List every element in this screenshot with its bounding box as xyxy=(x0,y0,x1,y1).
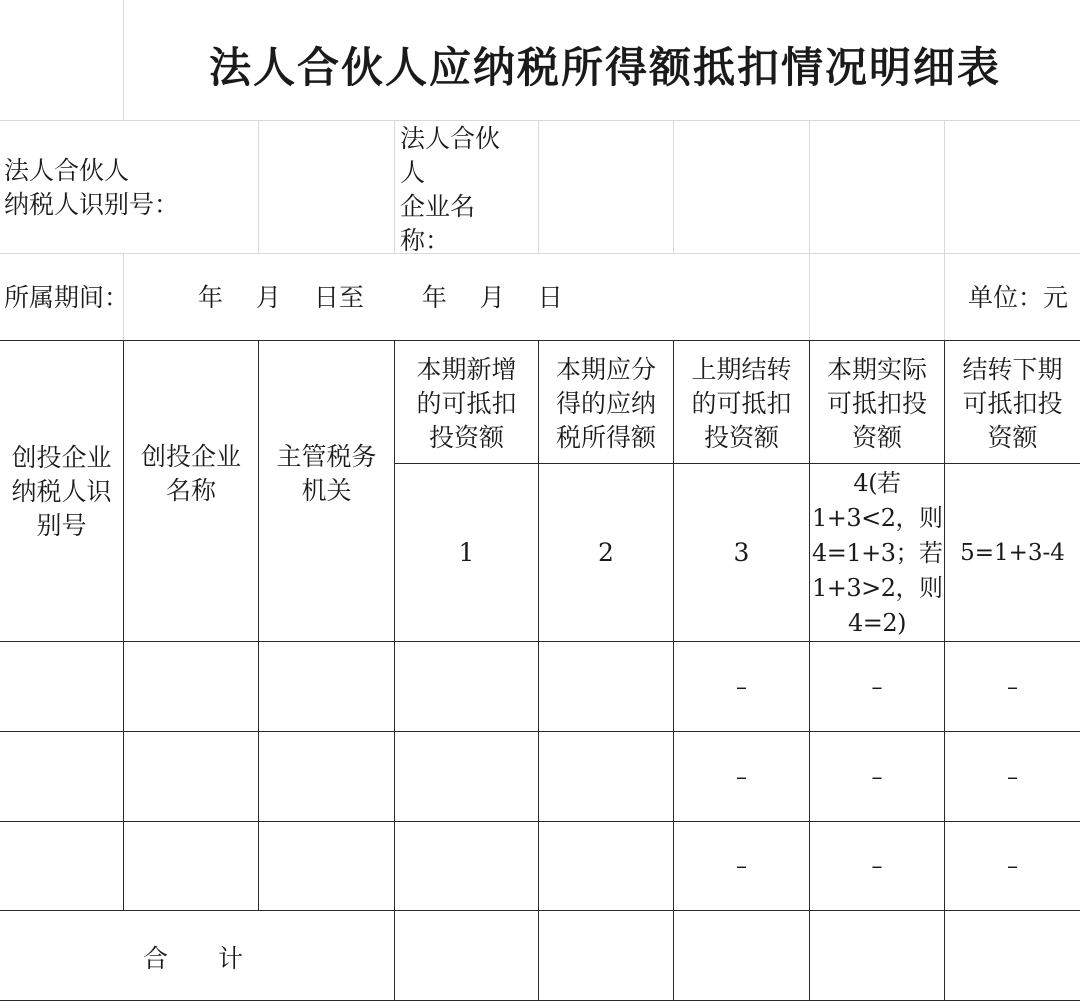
cell-investee-tax-id[interactable] xyxy=(0,823,123,910)
header-investee-name: 创投企业 名称 xyxy=(140,441,241,505)
cell-tax-authority[interactable] xyxy=(259,823,394,910)
cell-col4[interactable]: – xyxy=(871,764,883,790)
total-label: 合 计 xyxy=(143,944,244,973)
cell-investee-tax-id[interactable] xyxy=(0,643,123,731)
cell-col2[interactable] xyxy=(539,643,673,731)
cell-col3[interactable]: – xyxy=(736,674,747,700)
cell-col1[interactable] xyxy=(395,733,538,821)
cell-investee-tax-id[interactable] xyxy=(0,733,123,821)
formula-col4 xyxy=(812,466,942,640)
total-col2[interactable] xyxy=(539,912,673,1000)
cell-investee-name[interactable] xyxy=(124,823,258,910)
grid-line xyxy=(123,0,124,120)
total-col3[interactable] xyxy=(674,912,809,1000)
cell-col2[interactable] xyxy=(539,823,673,910)
table-border xyxy=(0,1000,1080,1001)
company-name-label: 法人合伙 人 企业名 称： xyxy=(400,124,501,252)
cell-col3[interactable]: – xyxy=(736,854,747,879)
cell-investee-name[interactable] xyxy=(124,733,258,821)
cell-col5[interactable]: – xyxy=(1007,674,1018,700)
header-col4: 本期实际 可抵扣投 资额 xyxy=(826,355,927,452)
grid-line xyxy=(944,253,945,341)
grid-line xyxy=(394,120,395,253)
formula-col1: 1 xyxy=(458,538,475,567)
cell-tax-authority[interactable] xyxy=(259,643,394,731)
table-border xyxy=(0,821,1080,822)
page-title: 法人合伙人应纳税所得额抵扣情况明细表 xyxy=(208,43,1001,92)
formula-col5: 5=1+3-4 xyxy=(960,540,1065,566)
header-investee-tax-id: 创投企业 纳税人识 别号 xyxy=(11,442,112,540)
cell-tax-authority[interactable] xyxy=(259,733,394,821)
period-label: 所属期间： xyxy=(4,283,130,312)
formula-col2: 2 xyxy=(598,538,614,567)
cell-col5[interactable]: – xyxy=(1007,764,1018,790)
cell-col4[interactable]: – xyxy=(871,674,883,700)
table-border xyxy=(0,910,1080,911)
header-col5: 结转下期 可抵扣投 资额 xyxy=(962,355,1063,452)
grid-line xyxy=(0,253,1080,254)
total-col5[interactable] xyxy=(945,912,1080,1000)
cell-col4[interactable]: – xyxy=(871,854,883,879)
taxpayer-id-field[interactable] xyxy=(259,121,394,253)
total-col4[interactable] xyxy=(810,912,944,1000)
formula-col4-line: 4=2) xyxy=(847,609,906,637)
table-border xyxy=(0,731,1080,732)
cell-investee-name[interactable] xyxy=(124,643,258,731)
total-col1[interactable] xyxy=(395,912,538,1000)
cell-col5[interactable]: – xyxy=(1007,854,1018,879)
formula-col4-line: 1+3<2，则 xyxy=(812,504,943,532)
cell-col2[interactable] xyxy=(539,733,673,821)
header-col2: 本期应分 得的应纳 税所得额 xyxy=(555,355,656,452)
formula-col4-line: 4=1+3；若 xyxy=(812,539,943,567)
table-border xyxy=(394,463,1080,464)
cell-col1[interactable] xyxy=(395,823,538,910)
unit-label: 单位：元 xyxy=(968,283,1069,312)
taxpayer-id-label: 法人合伙人 纳税人识别号： xyxy=(4,156,180,219)
header-tax-authority: 主管税务 机关 xyxy=(276,441,377,505)
grid-line xyxy=(809,253,810,341)
cell-col1[interactable] xyxy=(395,643,538,731)
formula-col3: 3 xyxy=(733,538,750,567)
header-col3: 上期结转 的可抵扣 投资额 xyxy=(691,355,792,452)
table-border xyxy=(0,340,1080,341)
table-border xyxy=(0,641,1080,642)
period-value[interactable]: 年 月 日至 年 月 日 xyxy=(198,283,563,312)
formula-col4-line: 1+3>2，则 xyxy=(812,574,943,602)
company-name-field[interactable] xyxy=(539,121,1080,253)
cell-col3[interactable]: – xyxy=(736,764,747,790)
formula-col4-line: 4(若 xyxy=(853,469,901,497)
header-col1: 本期新增 的可抵扣 投资额 xyxy=(416,355,517,452)
